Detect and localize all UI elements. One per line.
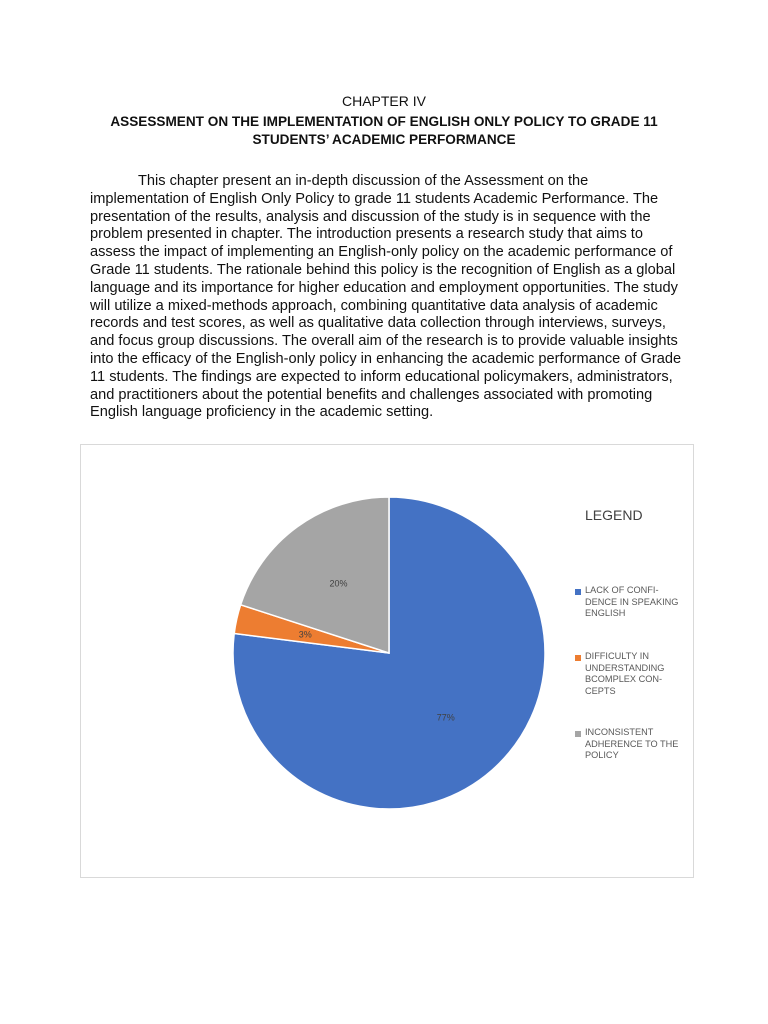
legend-label: DIFFICULTY IN UNDERSTANDING BCOMPLEX CON-CEPTS bbox=[585, 651, 665, 696]
legend-swatch bbox=[575, 589, 581, 595]
legend-title: LEGEND bbox=[585, 507, 643, 523]
pie-label-lack-of-confidence: 77% bbox=[436, 712, 455, 723]
legend-swatch bbox=[575, 655, 581, 661]
chapter-title: ASSESSMENT ON THE IMPLEMENTATION OF ENGLISH ONLY POLICY TO GRADE 11 STUDENTS’ ACADEMIC PERFORMANCE bbox=[110, 114, 658, 147]
legend-label: INCONSISTENT ADHERENCE TO THE POLICY bbox=[585, 727, 679, 760]
legend-label: LACK OF CONFI-DENCE IN SPEAKING ENGLISH bbox=[585, 585, 679, 618]
intro-paragraph: This chapter present an in-depth discussion of the Assessment on the implementation of English Only Policy to grade 11 students Academic Performance. The presentation of the results, analysis and discussion of the study is in sequence with the problem presented in chapter. The introduction presents a research study that aims to assess the impact of implementing an English-only policy on the academic performance of Grade 11 students. The rationale behind this policy is the recognition of English as a global language and its importance for higher education and employment opportunities. The study will utilize a mixed-methods approach, combining quantitative data analysis of academic records and test scores, as well as qualitative data collection through interviews, surveys, and focus group discussions. The overall aim of the research is to provide valuable insights into the efficacy of the English-only policy in enhancing the academic performance of Grade 11 students. The findings are expected to inform educational policymakers, administrators, and practitioners about the potential benefits and challenges associated with promoting English language proficiency in the academic setting. bbox=[90, 173, 682, 421]
legend-swatch bbox=[575, 731, 581, 737]
pie-label-difficulty-understanding: 3% bbox=[298, 629, 312, 640]
chapter-label: CHAPTER IV bbox=[341, 93, 426, 109]
pie-label-inconsistent-adherence: 20% bbox=[329, 578, 348, 589]
pie-chart bbox=[80, 444, 694, 878]
